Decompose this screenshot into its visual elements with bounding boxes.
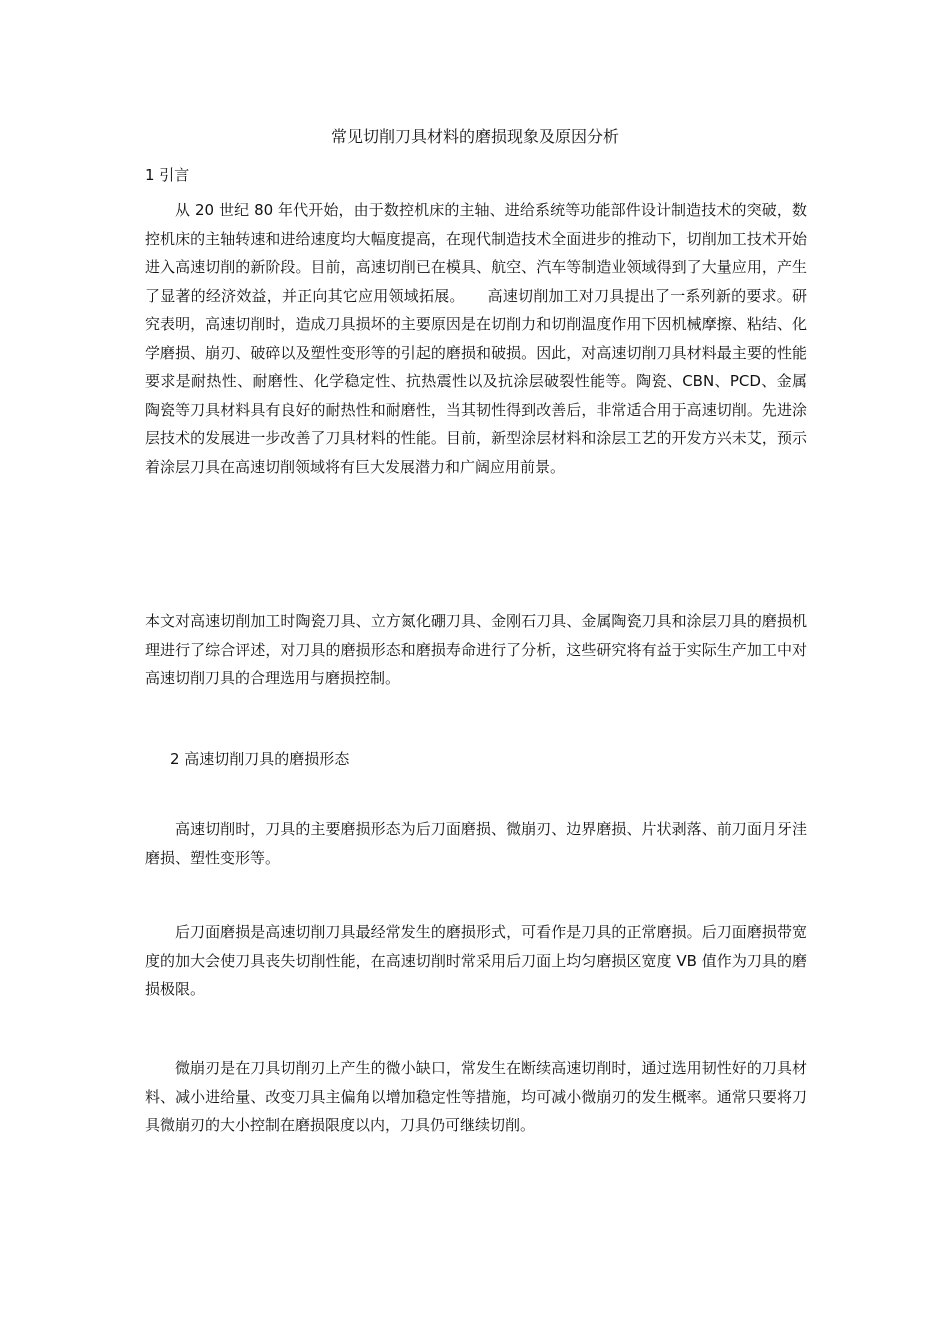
paragraph-introduction-1: 从 20 世纪 80 年代开始，由于数控机床的主轴、进给系统等功能部件设计制造技术的突破，数控机床的主轴转速和进给速度均大幅度提高，在现代制造技术全面进步的推动下，切削加工技术开始进入高速切削的新阶段。目前，高速切削已在模具、航空、汽车等制造业领域得到了大量应用，产生了显著的经济效益，并正向其它应用领域拓展。 高速切削加工对刀具提出了一系列新的要求。研究表明，高速切削时，造成刀具损坏的主要原因是在切削力和切削温度作用下因机械摩擦、粘结、化学磨损、崩刃、破碎以及塑性变形等的引起的磨损和破损。因此，对高速切削刀具材料最主要的性能要求是耐热性、耐磨性、化学稳定性、抗热震性以及抗涂层破裂性能等。陶瓷、CBN、PCD、金属陶瓷等刀具材料具有良好的耐热性和耐磨性，当其韧性得到改善后，非常适合用于高速切削。先进涂层技术的发展进一步改善了刀具材料的性能。目前，新型涂层材料和涂层工艺的开发方兴未艾，预示着涂层刀具在高速切削领域将有巨大发展潜力和广阔应用前景。 bbox=[145, 201, 807, 476]
paragraph-micro-chipping: 微崩刃是在刀具切削刃上产生的微小缺口，常发生在断续高速切削时，通过选用韧性好的刀具材料、减小进给量、改变刀具主偏角以增加稳定性等措施，均可减小微崩刃的发生概率。通常只要将刀具微崩刃的大小控制在磨损限度以内，刀具仍可继续切削。 bbox=[145, 1059, 807, 1134]
section-heading-introduction: 1 引言 bbox=[145, 166, 190, 184]
paragraph-introduction-2: 本文对高速切削加工时陶瓷刀具、立方氮化硼刀具、金刚石刀具、金属陶瓷刀具和涂层刀具的磨损机理进行了综合评述，对刀具的磨损形态和磨损寿命进行了分析，这些研究将有益于实际生产加工中对高速切削刀具的合理选用与磨损控制。 bbox=[145, 612, 807, 687]
paragraph-wear-forms-1: 高速切削时，刀具的主要磨损形态为后刀面磨损、微崩刃、边界磨损、片状剥落、前刀面月牙洼磨损、塑性变形等。 bbox=[145, 820, 807, 867]
section-heading-wear-forms: 2 高速切削刀具的磨损形态 bbox=[170, 750, 350, 768]
paragraph-flank-wear: 后刀面磨损是高速切削刀具最经常发生的磨损形式，可看作是刀具的正常磨损。后刀面磨损带宽度的加大会使刀具丧失切削性能，在高速切削时常采用后刀面上均匀磨损区宽度 VB 值作为刀具的磨损极限。 bbox=[145, 923, 807, 998]
document-title: 常见切削刀具材料的磨损现象及原因分析 bbox=[330, 127, 619, 146]
